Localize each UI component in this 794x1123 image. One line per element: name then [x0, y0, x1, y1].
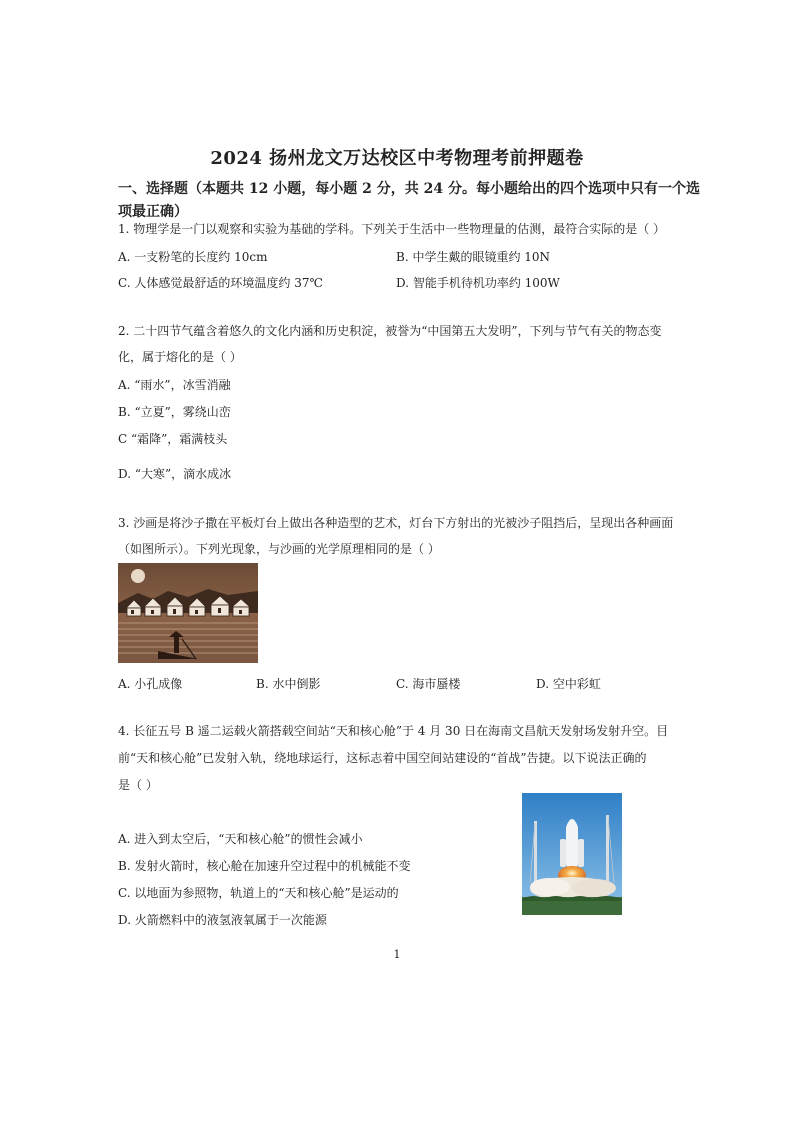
q1-stem: 1. 物理学是一门以观察和实验为基础的学科。下列关于生活中一些物理量的估测，最符合实际的是（ ）: [118, 222, 666, 236]
q4-option-a: A. 进入到太空后，“天和核心舱”的惯性会减小: [118, 832, 363, 846]
q3-option-b: B. 水中倒影: [256, 677, 321, 691]
q2-stem-line1: 2. 二十四节气蕴含着悠久的文化内涵和历史积淀，被誉为“中国第五大发明”，下列与节气有关的物态变: [118, 324, 662, 338]
q3-stem-line1: 3. 沙画是将沙子撒在平板灯台上做出各种造型的艺术，灯台下方射出的光被沙子阻挡后，呈现出各种画面: [118, 516, 674, 530]
page-title: 2024 扬州龙文万达校区中考物理考前押题卷: [210, 148, 584, 169]
q4-stem-line3: 是（ ）: [118, 778, 158, 792]
q1-option-a: A. 一支粉笔的长度约 10cm: [118, 250, 268, 264]
q4-option-d: D. 火箭燃料中的液氢液氧属于一次能源: [118, 913, 327, 927]
q2-option-a: A. “雨水”，冰雪消融: [118, 378, 231, 392]
section-heading-line2: 项最正确）: [118, 204, 188, 220]
q3-option-d: D. 空中彩虹: [536, 677, 601, 691]
section-heading-line1: 一、选择题（本题共 12 小题，每小题 2 分，共 24 分。每小题给出的四个选项中只有一个选: [118, 181, 700, 197]
q1-option-c: C. 人体感觉最舒适的环境温度约 37℃: [118, 276, 323, 290]
q4-stem-line1: 4. 长征五号 B 遥二运载火箭搭载空间站“天和核心舱”于 4 月 30 日在海南文昌航天发射场发射升空。目: [118, 724, 669, 738]
q4-option-b: B. 发射火箭时，核心舱在加速升空过程中的机械能不变: [118, 859, 411, 873]
q2-option-c: C “霜降”，霜满枝头: [118, 432, 228, 446]
q2-stem-line2: 化，属于熔化的是（ ）: [118, 350, 242, 364]
q3-stem-line2: （如图所示）。下列光现象，与沙画的光学原理相同的是（ ）: [118, 542, 440, 556]
q1-option-b: B. 中学生戴的眼镜重约 10N: [396, 250, 551, 264]
q1-option-d: D. 智能手机待机功率约 100W: [396, 276, 560, 290]
rocket-launch-image: [522, 793, 622, 915]
q2-option-b: B. “立夏”，雾绕山峦: [118, 405, 231, 419]
page-number: 1: [393, 948, 401, 961]
q3-option-a: A. 小孔成像: [118, 677, 183, 691]
q4-option-c: C. 以地面为参照物，轨道上的“天和核心舱”是运动的: [118, 886, 399, 900]
q2-option-d: D. “大寒”，滴水成冰: [118, 467, 232, 481]
q4-stem-line2: 前“天和核心舱”已发射入轨，绕地球运行，这标志着中国空间站建设的“首战”告捷。以下说法正确的: [118, 751, 647, 765]
q3-option-c: C. 海市蜃楼: [396, 677, 461, 691]
sand-painting-image: [118, 563, 258, 663]
